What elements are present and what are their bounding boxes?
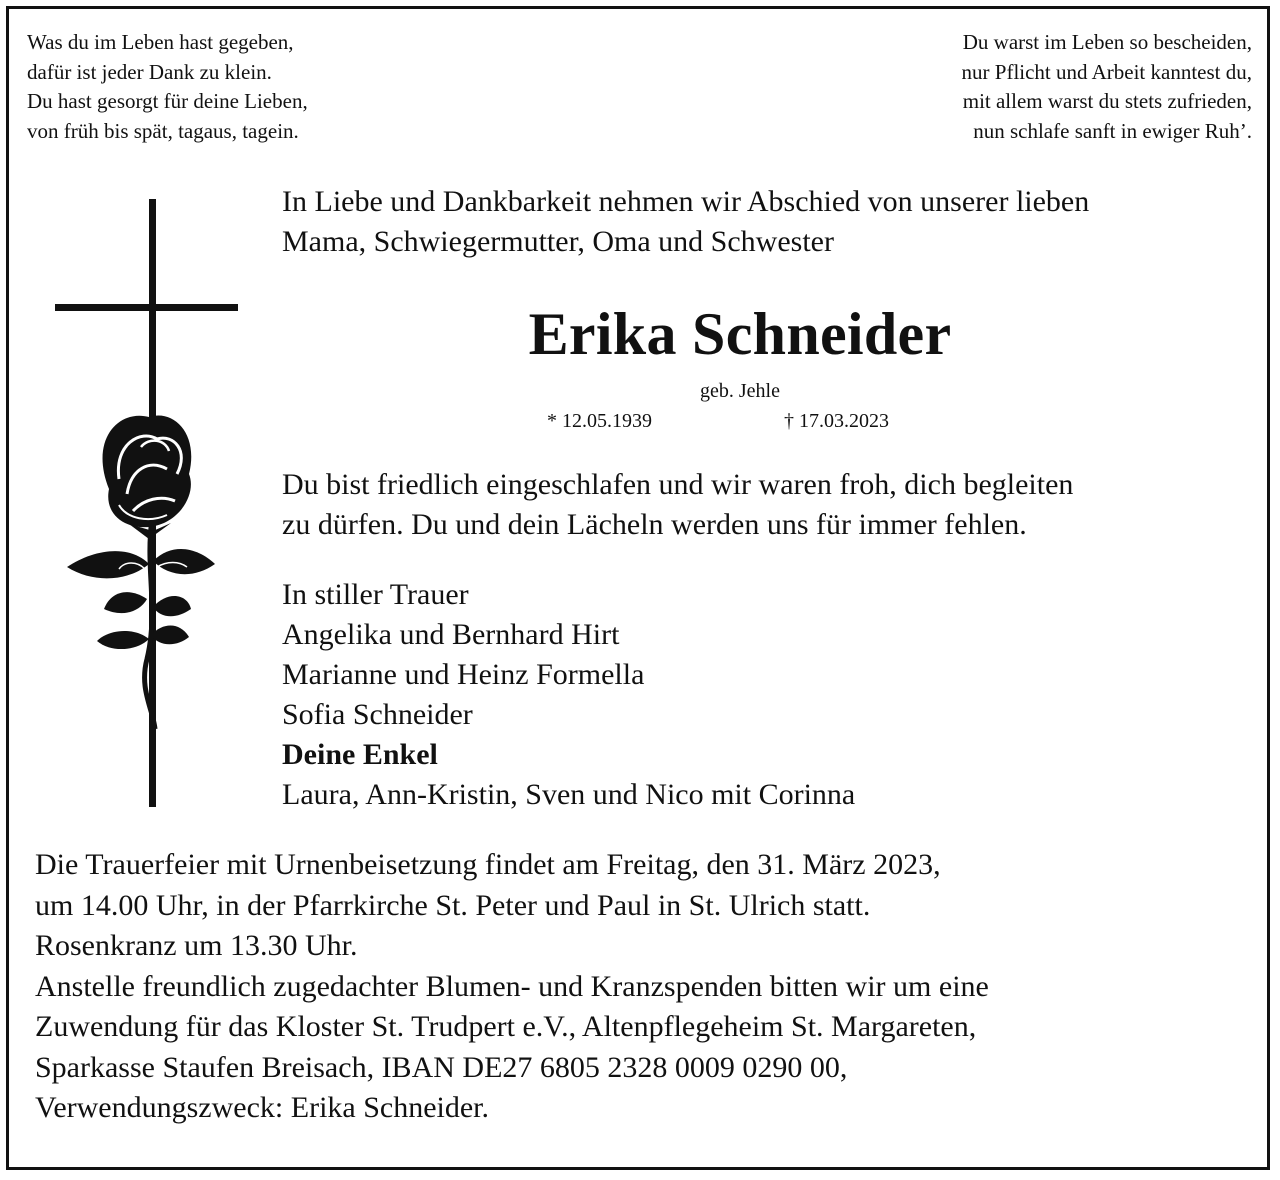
poem-line: mit allem warst du stets zufrieden, xyxy=(962,89,1252,114)
intro-line: In Liebe und Dankbarkeit nehmen wir Abschied von unserer lieben xyxy=(282,185,1090,218)
cross-with-rose xyxy=(49,189,249,809)
mourners-list xyxy=(282,575,1252,815)
notice-line: Die Trauerfeier mit Urnenbeisetzung findet am Freitag, den 31. März 2023, xyxy=(35,848,941,881)
poem-line: von früh bis spät, tagaus, tagein. xyxy=(27,118,299,143)
grandchildren-names: Laura, Ann-Kristin, Sven und Nico mit Corinna xyxy=(282,778,856,811)
death-date: † 17.03.2023 xyxy=(784,410,889,432)
poem-right xyxy=(962,28,1252,146)
intro-line: Mama, Schwiegermutter, Oma und Schwester xyxy=(282,225,834,258)
grandchildren-heading: Deine Enkel xyxy=(282,738,438,771)
poem-line: Du warst im Leben so bescheiden, xyxy=(962,30,1252,54)
mourner-name: Angelika und Bernhard Hirt xyxy=(282,618,620,651)
service-notice xyxy=(35,845,1235,1129)
birth-date: * 12.05.1939 xyxy=(547,410,652,432)
deceased-name: Erika Schneider xyxy=(528,301,952,367)
birth-name: geb. Jehle xyxy=(700,380,780,402)
notice-line: Zuwendung für das Kloster St. Trudpert e.V., Altenpflegeheim St. Margareten, xyxy=(35,1010,977,1043)
farewell-line: Du bist friedlich eingeschlafen und wir waren froh, dich begleiten xyxy=(282,468,1074,501)
obituary-frame xyxy=(6,6,1270,1170)
mourner-name: Sofia Schneider xyxy=(282,698,473,731)
poem-line: nur Pflicht und Arbeit kanntest du, xyxy=(961,59,1252,84)
notice-line: Anstelle freundlich zugedachter Blumen- und Kranzspenden bitten wir um eine xyxy=(35,969,989,1003)
rose-icon xyxy=(67,416,215,729)
poem-line: nun schlafe sanft in ewiger Ruh’. xyxy=(973,118,1252,143)
notice-line: Sparkasse Staufen Breisach, IBAN DE27 6805 2328 0009 0290 00, xyxy=(35,1050,848,1084)
poem-line: Du hast gesorgt für deine Lieben, xyxy=(27,89,308,114)
intro-text xyxy=(282,182,1252,262)
notice-line: Rosenkranz um 13.30 Uhr. xyxy=(35,929,358,962)
poem-line: Was du im Leben hast gegeben, xyxy=(27,30,294,54)
farewell-line: zu dürfen. Du und dein Lächeln werden uns für immer fehlen. xyxy=(282,508,1027,541)
farewell-text xyxy=(282,465,1252,545)
mourner-name: Marianne und Heinz Formella xyxy=(282,658,645,691)
poem-left xyxy=(27,28,308,146)
notice-line: Verwendungszweck: Erika Schneider. xyxy=(35,1091,490,1124)
mourners-heading: In stiller Trauer xyxy=(282,578,469,611)
poem-line: dafür ist jeder Dank zu klein. xyxy=(27,59,272,84)
notice-line: um 14.00 Uhr, in der Pfarrkirche St. Peter und Paul in St. Ulrich statt. xyxy=(35,888,871,922)
